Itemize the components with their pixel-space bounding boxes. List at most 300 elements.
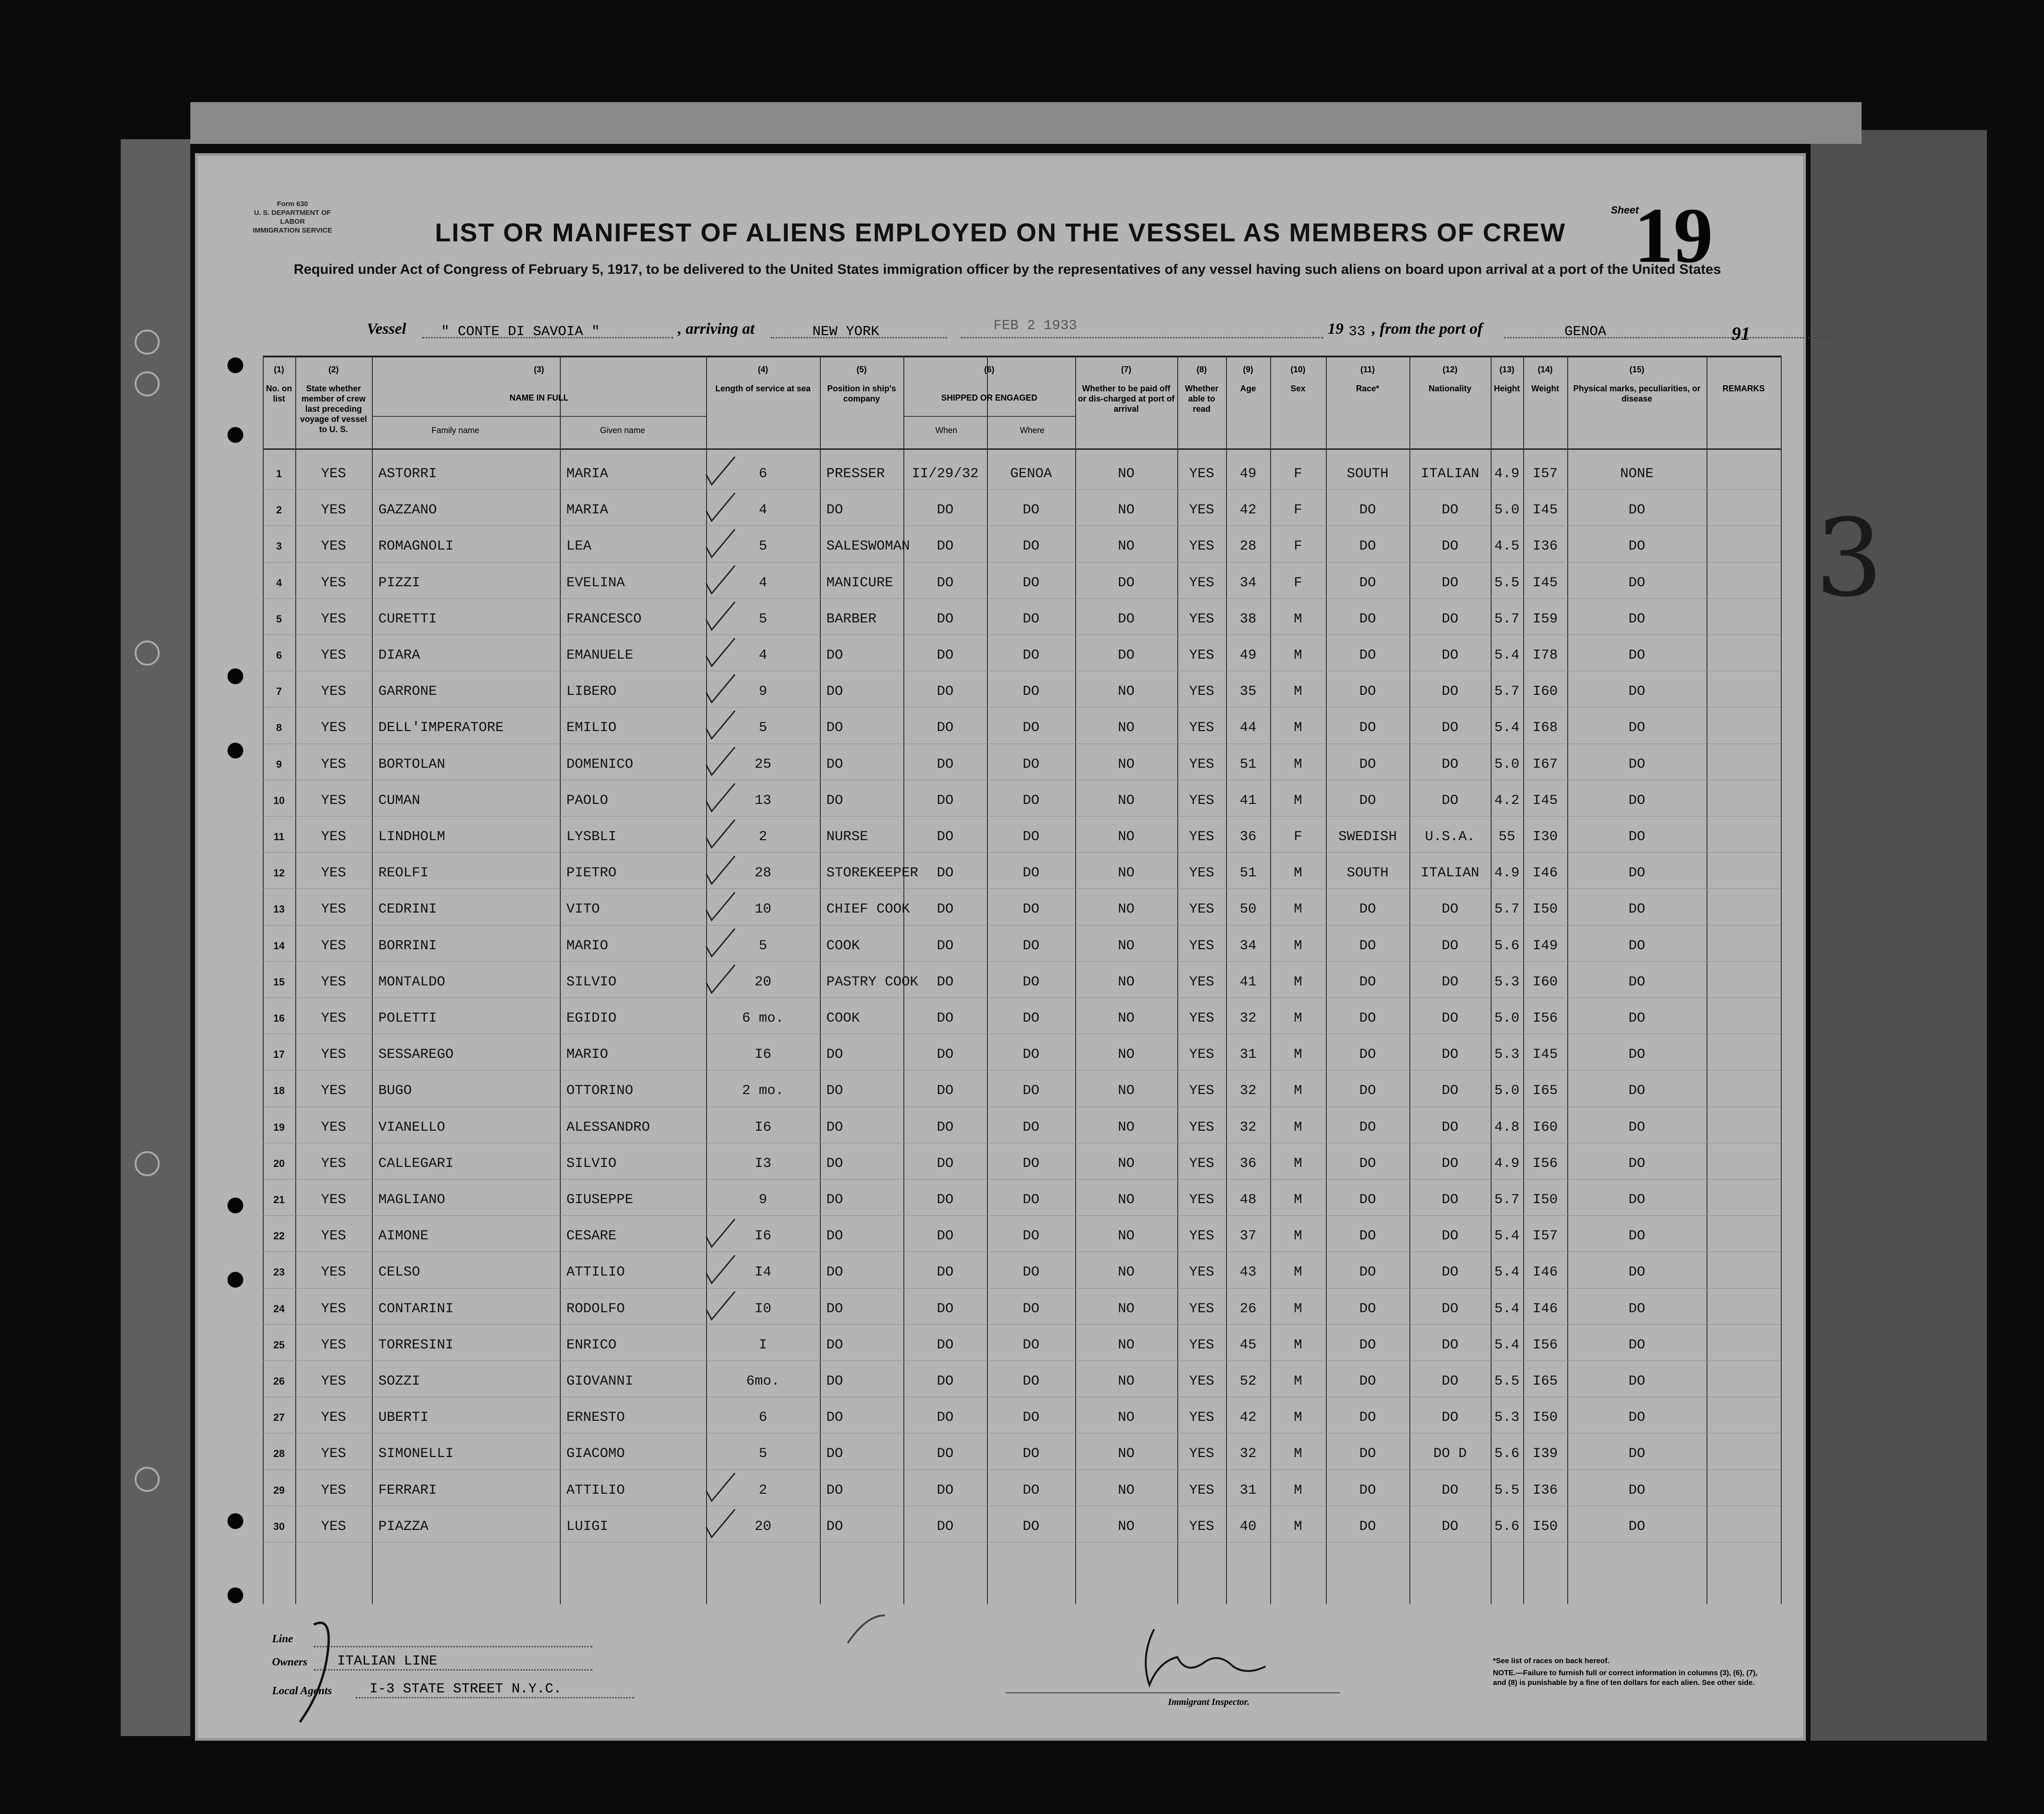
form-service: IMMIGRATION SERVICE — [253, 227, 332, 234]
cell-family: ASTORRI — [378, 466, 437, 482]
cell-position: PASTRY COOK — [826, 974, 919, 990]
cell-where: DO — [1022, 1264, 1039, 1281]
cell-family: MAGLIANO — [378, 1192, 446, 1208]
cell-marks: DO — [1628, 1518, 1645, 1535]
column-number: (10) — [1290, 365, 1305, 374]
cell-paid: NO — [1117, 1482, 1135, 1498]
cell-when: DO — [936, 1301, 954, 1317]
cell-age: 51 — [1239, 865, 1257, 881]
cell-weight: I30 — [1532, 829, 1558, 845]
cell-read: YES — [1189, 1373, 1214, 1389]
cell-when: DO — [936, 1083, 954, 1099]
cell-sex: M — [1293, 1373, 1302, 1389]
cell-nationality: DO — [1441, 1410, 1459, 1426]
cell-paid: DO — [1117, 575, 1135, 591]
cell-marks: DO — [1628, 684, 1645, 700]
cell-given: ALESSANDRO — [566, 1119, 650, 1135]
cell-read: YES — [1189, 1482, 1214, 1498]
cell-weight: I65 — [1532, 1373, 1558, 1389]
cell-weight: I39 — [1532, 1446, 1558, 1462]
check-mark — [706, 929, 735, 957]
cell-sex: M — [1293, 1301, 1302, 1317]
cell-service: 5 — [759, 1446, 767, 1462]
cell-family: BORTOLAN — [378, 756, 446, 772]
cell-read: YES — [1189, 829, 1214, 845]
cell-where: DO — [1022, 1410, 1039, 1426]
cell-race: DO — [1359, 901, 1376, 918]
cell-weight: I49 — [1532, 938, 1558, 954]
cell-age: 38 — [1239, 611, 1257, 627]
check-mark — [706, 529, 735, 557]
year-value: 33 — [1349, 324, 1366, 340]
cell-no: 20 — [273, 1157, 285, 1169]
cell-position: DO — [826, 1410, 844, 1426]
form-number: Form 630 — [277, 200, 308, 208]
cell-given: EVELINA — [566, 575, 625, 591]
cell-crew: YES — [321, 1047, 346, 1063]
cell-given: VITO — [566, 901, 600, 918]
cell-age: 31 — [1239, 1047, 1257, 1063]
check-mark — [706, 1473, 735, 1501]
cell-service: I3 — [754, 1155, 772, 1172]
cell-when: DO — [936, 1337, 954, 1353]
cell-paid: NO — [1117, 1264, 1135, 1281]
cell-age: 32 — [1239, 1011, 1257, 1026]
cell-age: 26 — [1239, 1301, 1257, 1317]
check-mark — [706, 638, 735, 666]
cell-crew: YES — [321, 1301, 346, 1317]
cell-nationality: DO — [1441, 1083, 1459, 1099]
cell-height: 5.3 — [1494, 1410, 1519, 1426]
cell-where: DO — [1022, 1373, 1039, 1389]
cell-position: DO — [826, 1264, 844, 1281]
cell-marks: DO — [1628, 1192, 1645, 1208]
cell-no: 21 — [273, 1194, 285, 1205]
cell-position: NURSE — [826, 829, 869, 845]
cell-read: YES — [1189, 792, 1214, 809]
cell-no: 3 — [276, 540, 282, 552]
cell-age: 49 — [1239, 648, 1257, 663]
cell-service: 6 — [759, 466, 767, 482]
cell-sex: M — [1293, 901, 1302, 918]
cell-where: DO — [1022, 974, 1039, 990]
cell-marks: DO — [1628, 901, 1645, 918]
cell-when: DO — [936, 756, 954, 772]
column-subheading: Given name — [600, 426, 645, 435]
cell-weight: I78 — [1532, 648, 1558, 663]
cell-family: FERRARI — [378, 1482, 437, 1498]
cell-service: 20 — [754, 974, 772, 990]
column-number: (1) — [274, 365, 284, 374]
cell-position: PRESSER — [826, 466, 885, 482]
cell-marks: DO — [1628, 938, 1645, 954]
cell-sex: F — [1293, 575, 1302, 591]
cell-nationality: ITALIAN — [1421, 466, 1479, 482]
cell-paid: NO — [1117, 1011, 1135, 1026]
punch-hole — [227, 357, 243, 373]
cell-position: DO — [826, 648, 844, 663]
cell-crew: YES — [321, 575, 346, 591]
check-mark — [706, 784, 735, 811]
cell-where: DO — [1022, 792, 1039, 809]
cell-sex: F — [1293, 466, 1302, 482]
cell-when: DO — [936, 1119, 954, 1135]
cell-age: 49 — [1239, 466, 1257, 482]
cell-sex: M — [1293, 974, 1302, 990]
cell-position: DO — [826, 1155, 844, 1172]
cell-service: I6 — [754, 1047, 772, 1063]
cell-height: 5.4 — [1494, 1301, 1519, 1317]
cell-paid: NO — [1117, 502, 1135, 518]
cell-age: 32 — [1239, 1446, 1257, 1462]
cell-sex: F — [1293, 538, 1302, 555]
cell-where: DO — [1022, 575, 1039, 591]
cell-height: 5.7 — [1494, 1192, 1519, 1208]
check-mark — [706, 493, 735, 521]
check-mark — [706, 1292, 735, 1320]
cell-read: YES — [1189, 865, 1214, 881]
cell-marks: DO — [1628, 648, 1645, 663]
cell-weight: I36 — [1532, 1482, 1558, 1498]
cell-crew: YES — [321, 538, 346, 555]
cell-given: FRANCESCO — [566, 611, 642, 627]
column-number: (3) — [534, 365, 544, 374]
cell-marks: DO — [1628, 538, 1645, 555]
cell-no: 26 — [273, 1375, 285, 1387]
cell-race: DO — [1359, 1119, 1376, 1135]
cell-service: 2 — [759, 829, 767, 845]
line-label: Line — [272, 1633, 293, 1645]
cell-paid: NO — [1117, 1373, 1135, 1389]
cell-paid: NO — [1117, 901, 1135, 918]
cell-height: 5.0 — [1494, 756, 1519, 772]
cell-nationality: DO — [1441, 756, 1459, 772]
cell-crew: YES — [321, 938, 346, 954]
cell-race: DO — [1359, 684, 1376, 700]
column-heading: Whether able to read — [1185, 384, 1219, 414]
cell-crew: YES — [321, 720, 346, 736]
cell-family: GAZZANO — [378, 502, 437, 518]
manifest-footer — [263, 1606, 1781, 1731]
cell-family: ROMAGNOLI — [378, 538, 454, 555]
column-subheading: When — [935, 426, 958, 435]
cell-weight: I65 — [1532, 1083, 1558, 1099]
cell-marks: DO — [1628, 1047, 1645, 1063]
cell-position: DO — [826, 502, 844, 518]
cell-race: DO — [1359, 575, 1376, 591]
cell-service: 6mo. — [746, 1373, 780, 1389]
cell-weight: I67 — [1532, 756, 1558, 772]
cell-race: DO — [1359, 1228, 1376, 1244]
cell-marks: DO — [1628, 829, 1645, 845]
cell-height: 5.5 — [1494, 1373, 1519, 1389]
cell-given: CESARE — [566, 1228, 617, 1244]
sheet-number: 19 — [1634, 192, 1713, 279]
cell-position: DO — [826, 1047, 844, 1063]
agents-label: Local Agents — [272, 1685, 332, 1697]
cell-service: 5 — [759, 938, 767, 954]
cell-age: 34 — [1239, 575, 1257, 591]
cell-no: 22 — [273, 1230, 285, 1242]
cell-service: I0 — [754, 1301, 772, 1317]
cell-age: 34 — [1239, 938, 1257, 954]
cell-paid: NO — [1117, 756, 1135, 772]
column-heading: Position in ship's company — [827, 384, 896, 403]
cell-where: DO — [1022, 648, 1039, 663]
cell-read: YES — [1189, 1518, 1214, 1535]
crew-table — [263, 356, 1781, 1604]
cell-when: DO — [936, 720, 954, 736]
cell-marks: DO — [1628, 1337, 1645, 1353]
cell-height: 5.0 — [1494, 502, 1519, 518]
cell-weight: I56 — [1532, 1155, 1558, 1172]
cell-sex: M — [1293, 1518, 1302, 1535]
column-heading: Height — [1494, 384, 1520, 393]
cell-service: 10 — [754, 901, 772, 918]
cell-nationality: DO — [1441, 1518, 1459, 1535]
cell-given: ATTILIO — [566, 1482, 625, 1498]
cell-family: DELL'IMPERATORE — [378, 720, 504, 736]
column-heading: Race* — [1356, 384, 1380, 393]
cell-no: 7 — [276, 686, 282, 698]
cell-when: DO — [936, 1373, 954, 1389]
check-mark — [706, 566, 735, 594]
cell-crew: YES — [321, 829, 346, 845]
cell-given: LIBERO — [566, 684, 617, 700]
cell-sex: M — [1293, 1446, 1302, 1462]
cell-position: DO — [826, 1192, 844, 1208]
cell-no: 6 — [276, 649, 282, 661]
cell-weight: I60 — [1532, 684, 1558, 700]
cell-when: DO — [936, 611, 954, 627]
cell-given: OTTORINO — [566, 1083, 634, 1099]
cell-age: 45 — [1239, 1337, 1257, 1353]
cell-family: CURETTI — [378, 611, 437, 627]
column-number: (12) — [1442, 365, 1458, 374]
cell-height: 5.4 — [1494, 648, 1519, 663]
cell-crew: YES — [321, 1373, 346, 1389]
cell-race: DO — [1359, 1410, 1376, 1426]
cell-where: DO — [1022, 1047, 1039, 1063]
cell-height: 5.5 — [1494, 575, 1519, 591]
cell-family: PIZZI — [378, 575, 421, 591]
cell-service: 9 — [759, 1192, 767, 1208]
cell-age: 52 — [1239, 1373, 1257, 1389]
cell-no: 9 — [276, 758, 282, 770]
column-number: (15) — [1629, 365, 1644, 374]
cell-when: DO — [936, 792, 954, 809]
check-mark — [706, 674, 735, 702]
cell-crew: YES — [321, 756, 346, 772]
cell-service: 6 — [759, 1410, 767, 1426]
binder-ring — [135, 1467, 160, 1492]
penalty-note: NOTE.—Failure to furnish full or correct information in columns (3), (6), (7), and (8) is punishable by a fine of ten dollars for each alien. See other side. — [1493, 1669, 1758, 1687]
backing-sheet — [1810, 130, 1987, 1741]
cell-when: DO — [936, 1482, 954, 1498]
cell-weight: I59 — [1532, 611, 1558, 627]
cell-marks: DO — [1628, 1155, 1645, 1172]
cell-position: SALESWOMAN — [826, 538, 910, 555]
cell-weight: I45 — [1532, 575, 1558, 591]
cell-no: 17 — [273, 1049, 285, 1061]
cell-position: DO — [826, 1373, 844, 1389]
column-heading: Weight — [1531, 384, 1559, 393]
cell-given: LYSBLI — [566, 829, 617, 845]
backing-sheet — [190, 102, 1862, 144]
cell-position: DO — [826, 1083, 844, 1099]
cell-height: 4.5 — [1494, 538, 1519, 555]
cell-read: YES — [1189, 611, 1214, 627]
cell-race: DO — [1359, 1264, 1376, 1281]
cell-no: 10 — [273, 794, 285, 806]
cell-service: 5 — [759, 611, 767, 627]
cell-family: SESSAREGO — [378, 1047, 454, 1063]
inspector-label: Immigrant Inspector. — [1168, 1697, 1250, 1707]
cell-crew: YES — [321, 1446, 346, 1462]
cell-paid: DO — [1117, 611, 1135, 627]
cell-marks: DO — [1628, 502, 1645, 518]
cell-given: MARIA — [566, 466, 609, 482]
cell-service: I6 — [754, 1119, 772, 1135]
cell-race: DO — [1359, 1192, 1376, 1208]
cell-where: DO — [1022, 1155, 1039, 1172]
cell-family: DIARA — [378, 648, 421, 663]
cell-read: YES — [1189, 1446, 1214, 1462]
arrival-date-stamp: FEB 2 1933 — [993, 318, 1077, 334]
cell-no: 1 — [276, 468, 282, 479]
cell-sex: M — [1293, 1119, 1302, 1135]
cell-sex: M — [1293, 720, 1302, 736]
sheet-label: Sheet — [1611, 204, 1639, 216]
cell-when: DO — [936, 1518, 954, 1535]
cell-crew: YES — [321, 792, 346, 809]
cell-family: CUMAN — [378, 792, 421, 809]
cell-no: 13 — [273, 903, 285, 915]
cell-height: 5.3 — [1494, 974, 1519, 990]
check-mark — [706, 1219, 735, 1247]
cell-read: YES — [1189, 1155, 1214, 1172]
cell-paid: NO — [1117, 1337, 1135, 1353]
cell-paid: NO — [1117, 938, 1135, 954]
cell-crew: YES — [321, 865, 346, 881]
cell-read: YES — [1189, 575, 1214, 591]
cell-position: BARBER — [826, 611, 877, 627]
cell-race: DO — [1359, 720, 1376, 736]
cell-age: 43 — [1239, 1264, 1257, 1281]
cell-given: PIETRO — [566, 865, 617, 881]
cell-age: 48 — [1239, 1192, 1257, 1208]
cell-service: 2 — [759, 1482, 767, 1498]
check-mark — [706, 711, 735, 739]
cell-paid: NO — [1117, 1192, 1135, 1208]
cell-race: DO — [1359, 538, 1376, 555]
cell-when: DO — [936, 538, 954, 555]
vessel-name: " CONTE DI SAVOIA " — [441, 324, 600, 340]
column-number: (4) — [758, 365, 768, 374]
cell-service: 5 — [759, 720, 767, 736]
cell-when: DO — [936, 648, 954, 663]
cell-where: DO — [1022, 684, 1039, 700]
check-mark — [706, 457, 735, 485]
cell-position: DO — [826, 1228, 844, 1244]
cell-family: SIMONELLI — [378, 1446, 454, 1462]
cell-nationality: DO — [1441, 1119, 1459, 1135]
cell-family: AIMONE — [378, 1228, 429, 1244]
cell-age: 51 — [1239, 756, 1257, 772]
arriving-port: NEW YORK — [812, 324, 880, 340]
cell-no: 27 — [273, 1412, 285, 1424]
cell-paid: NO — [1117, 865, 1135, 881]
cell-race: DO — [1359, 974, 1376, 990]
cell-position: COOK — [826, 938, 860, 954]
cell-weight: I50 — [1532, 901, 1558, 918]
cell-sex: M — [1293, 1083, 1302, 1099]
cell-marks: DO — [1628, 1482, 1645, 1498]
cell-marks: DO — [1628, 1373, 1645, 1389]
cell-crew: YES — [321, 1083, 346, 1099]
cell-position: DO — [826, 720, 844, 736]
cell-no: 12 — [273, 867, 285, 879]
cell-race: DO — [1359, 1083, 1376, 1099]
column-number: (6) — [984, 365, 994, 374]
cell-height: 5.7 — [1494, 684, 1519, 700]
cell-family: UBERTI — [378, 1410, 429, 1426]
cell-given: MARIO — [566, 1047, 609, 1063]
check-mark — [706, 1255, 735, 1283]
cell-where: DO — [1022, 1301, 1039, 1317]
cell-given: GIACOMO — [566, 1446, 625, 1462]
cell-sex: M — [1293, 648, 1302, 663]
cell-no: 30 — [273, 1520, 285, 1532]
cell-crew: YES — [321, 1264, 346, 1281]
cell-when: DO — [936, 1047, 954, 1063]
cell-when: DO — [936, 502, 954, 518]
cell-family: CEDRINI — [378, 901, 437, 918]
cell-nationality: DO — [1441, 1373, 1459, 1389]
date-dots — [961, 337, 1323, 338]
cell-nationality: DO — [1441, 792, 1459, 809]
cell-given: ENRICO — [566, 1337, 617, 1353]
cell-weight: I50 — [1532, 1192, 1558, 1208]
cell-crew: YES — [321, 1482, 346, 1498]
column-heading: NAME IN FULL — [509, 393, 569, 402]
cell-marks: DO — [1628, 611, 1645, 627]
cell-age: 41 — [1239, 792, 1257, 809]
cell-where: DO — [1022, 1446, 1039, 1462]
cell-read: YES — [1189, 502, 1214, 518]
cell-weight: I60 — [1532, 1119, 1558, 1135]
cell-height: 5.4 — [1494, 720, 1519, 736]
cell-age: 37 — [1239, 1228, 1257, 1244]
cell-read: YES — [1189, 756, 1214, 772]
punch-hole — [227, 1198, 243, 1213]
cell-service: 25 — [754, 756, 772, 772]
owners-label: Owners — [272, 1656, 308, 1668]
cell-sex: M — [1293, 1410, 1302, 1426]
cell-weight: I45 — [1532, 792, 1558, 809]
column-heading: REMARKS — [1722, 384, 1765, 393]
cell-nationality: DO D — [1433, 1446, 1467, 1462]
cell-no: 24 — [273, 1302, 285, 1315]
cell-nationality: ITALIAN — [1421, 865, 1479, 881]
cell-read: YES — [1189, 938, 1214, 954]
cell-paid: DO — [1117, 648, 1135, 663]
cell-no: 25 — [273, 1339, 285, 1351]
cell-read: YES — [1189, 684, 1214, 700]
cell-weight: I68 — [1532, 720, 1558, 736]
cell-nationality: DO — [1441, 648, 1459, 663]
cell-when: DO — [936, 1446, 954, 1462]
